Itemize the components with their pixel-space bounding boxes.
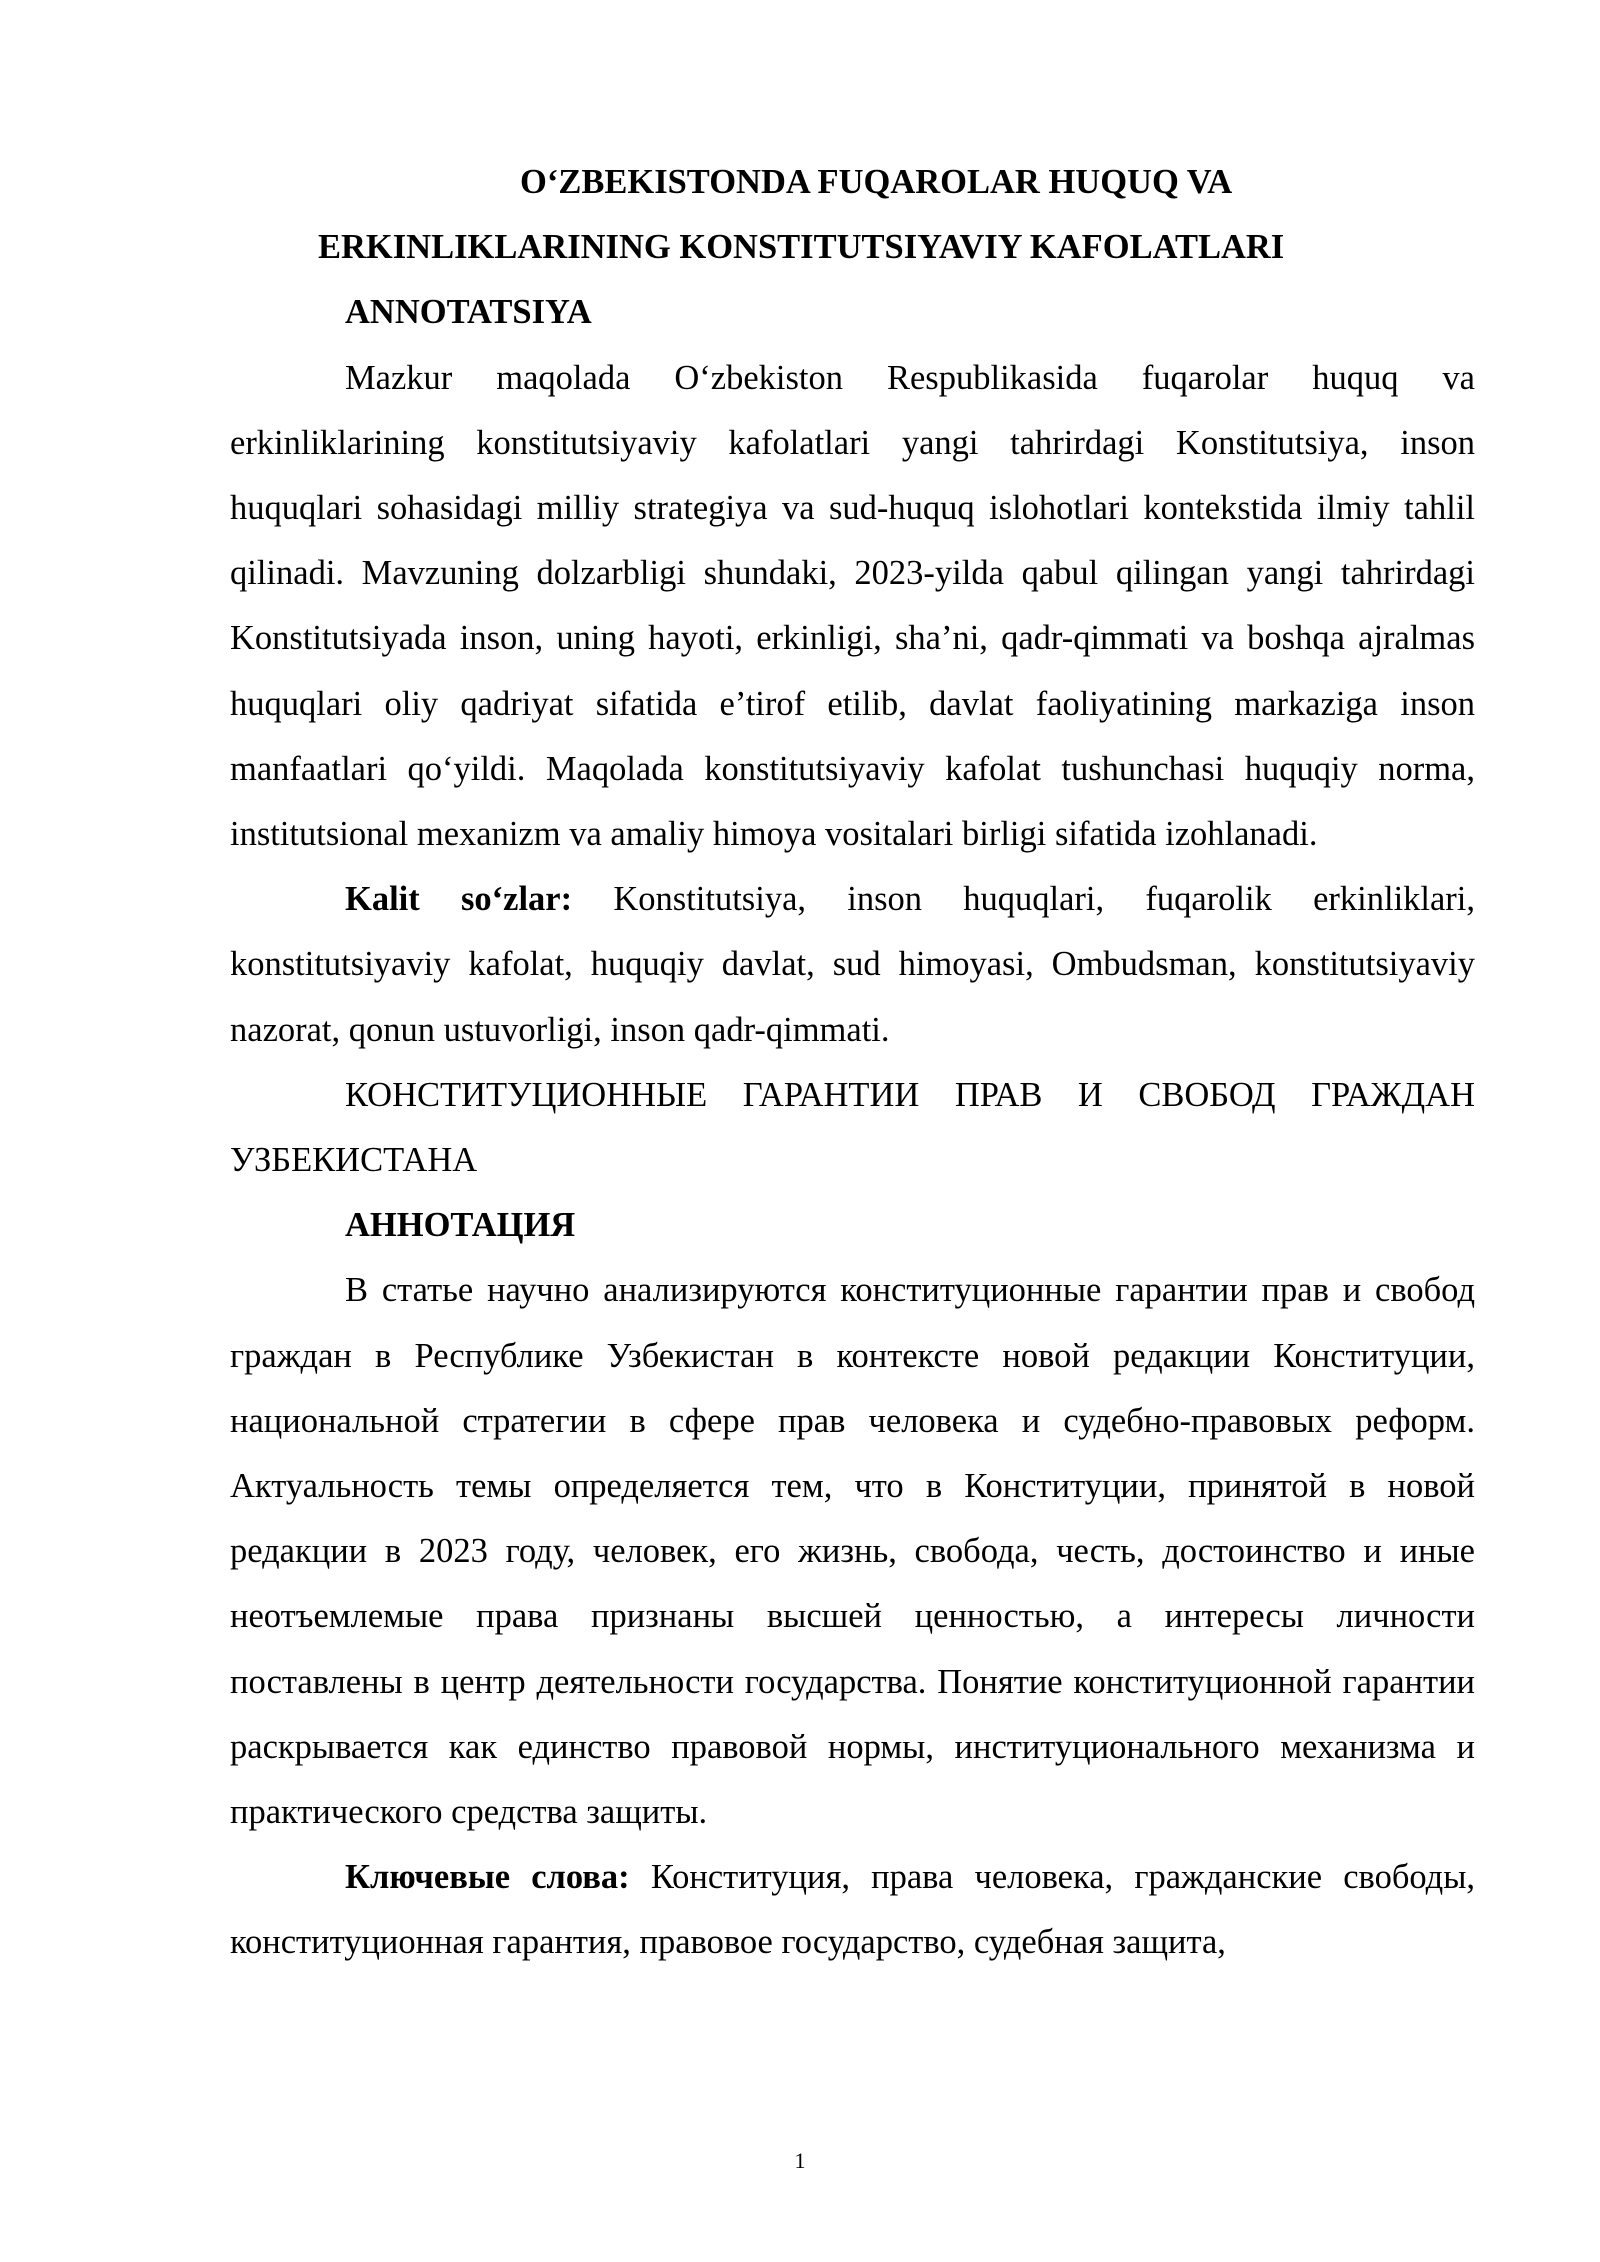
ru-keywords-label: Ключевые слова:	[345, 1858, 630, 1897]
ru-keywords-paragraph	[230, 1845, 1475, 1975]
uz-annotation-heading: ANNOTATSIYA	[345, 293, 592, 332]
uz-title-line-2: ERKINLIKLARINING KONSTITUTSIYAVIY KAFOLATLARI	[318, 228, 1285, 267]
page-number: 1	[794, 2148, 806, 2173]
uz-keywords-label: Kalit so‘zlar:	[345, 880, 573, 919]
uz-keywords-text: Konstitutsiya, inson huquqlari, fuqarolik erkinliklari, konstitutsiyaviy kafolat, huquqiy davlat, sud himoyasi, Ombudsman, konstitutsiyaviy nazorat, qonun ustuvorligi, inson qadr-qimmati.	[230, 880, 1476, 1049]
ru-keywords-text: Конституция, права человека, гражданские свободы, конституционная гарантия, правовое государство, судебная защита,	[230, 1858, 1475, 1962]
uz-annotation-text: Mazkur maqolada O‘zbekiston Respublikasida fuqarolar huquq va erkinliklarining konstitutsiyaviy kafolatlari yangi tahrirdagi Konstitutsiya, inson huquqlari sohasidagi milliy strategiya va sud-huquq islohotlari kontekstida ilmiy tahlil qilinadi. Mavzuning dolzarbligi shundaki, 2023-yilda qabul qilingan yangi tahrirdagi Konstitutsiyada inson, uning hayoti, erkinligi, sha’ni, qadr-qimmati va boshqa ajralmas huquqlari oliy qadriyat sifatida e’tirof etilib, davlat faoliyatining markaziga inson manfaatlari qo‘yildi. Maqolada konstitutsiyaviy kafolat tushunchasi huquqiy norma, institutsional mexanizm va amaliy himoya vositalari birligi sifatida izohlanadi.	[230, 358, 1475, 854]
ru-annotation-heading: АННОТАЦИЯ	[345, 1206, 576, 1245]
uz-title-line-1: O‘ZBEKISTONDA FUQAROLAR HUQUQ VA	[520, 163, 1233, 201]
ru-title: КОНСТИТУЦИОННЫЕ ГАРАНТИИ ПРАВ И СВОБОД ГРАЖДАН УЗБЕКИСТАНА	[230, 1075, 1475, 1180]
uz-keywords-paragraph	[230, 867, 1475, 1063]
ru-annotation-text: В статье научно анализируются конституционные гарантии прав и свобод граждан в Республике Узбекистан в контексте новой редакции Конституции, национальной стратегии в сфере прав человека и судебно-правовых реформ. Актуальность темы определяется тем, что в Конституции, принятой в новой редакции в 2023 году, человек, его жизнь, свобода, честь, достоинство и иные неотъемлемые права признаны высшей ценностью, а интересы личности поставлены в центр деятельности государства. Понятие конституционной гарантии раскрывается как единство правовой нормы, институционального механизма и практического средства защиты.	[230, 1271, 1475, 1832]
document-body	[230, 150, 1475, 1976]
